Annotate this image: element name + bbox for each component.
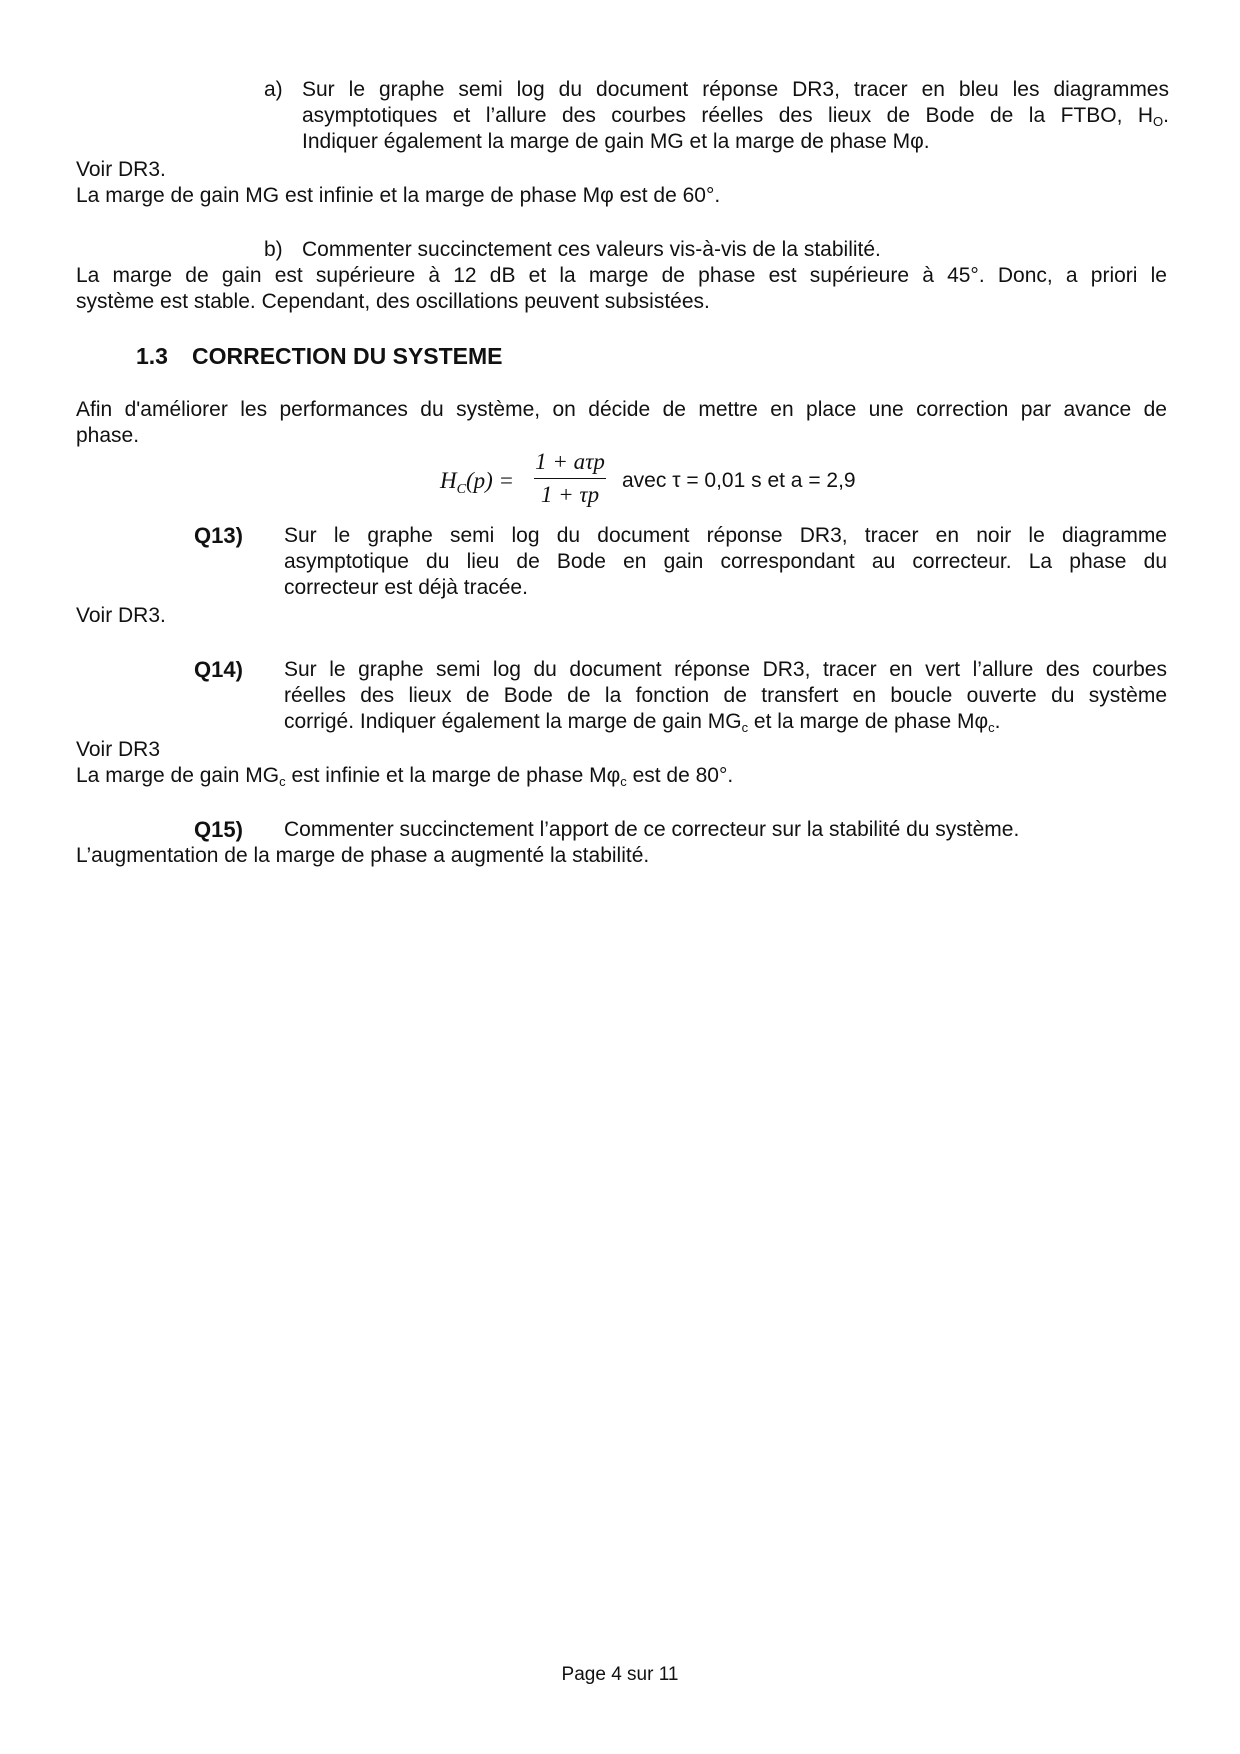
- part-a-line-3: Indiquer également la marge de gain MG et la marge de phase Mφ.: [302, 130, 930, 153]
- part-a-label: a): [264, 78, 283, 101]
- q14-line-3: corrigé. Indiquer également la marge de gain $MG_c$ et la marge de phase $M\varphi_c$.: [284, 710, 1001, 735]
- formula-lhs: $H_C(p)$ =: [440, 468, 515, 497]
- answer-a-line-2: La marge de gain MG est infinie et la marge de phase Mφ est de 60°.: [76, 184, 721, 207]
- intro-line-1: Afin d'améliorer les performances du système, on décide de mettre en place une correction par avance de: [76, 398, 1167, 421]
- answer-b-line-1: La marge de gain est supérieure à 12 dB et la marge de phase est supérieure à 45°. Donc, a priori le: [76, 264, 1167, 287]
- section-number: 1.3: [136, 343, 168, 369]
- part-b-label: b): [264, 238, 283, 261]
- q13-label: Q13): [194, 523, 243, 548]
- q14-answer-2: La marge de gain $MG_c$ est infinie et la marge de phase $M\varphi_c$ est de 80°.: [76, 764, 734, 789]
- corrector-formula: [440, 448, 900, 514]
- fraction-bar: [534, 478, 606, 479]
- q15-text: Commenter succinctement l’apport de ce correcteur sur la stabilité du système.: [284, 818, 1020, 841]
- part-a-line-2: asymptotiques et l’allure des courbes réelles des lieux de Bode de la FTBO, $H_O$.: [302, 104, 1169, 129]
- q15-answer: L’augmentation de la marge de phase a augmenté la stabilité.: [76, 844, 650, 867]
- answer-b-line-2: système est stable. Cependant, des oscillations peuvent subsistées.: [76, 290, 710, 313]
- part-a-line-1: Sur le graphe semi log du document réponse DR3, tracer en bleu les diagrammes: [302, 78, 1169, 101]
- q14-answer-1: Voir DR3: [76, 738, 161, 761]
- section-heading: [136, 342, 503, 370]
- q13-answer: Voir DR3.: [76, 604, 166, 627]
- part-b-text: Commenter succinctement ces valeurs vis-à-vis de la stabilité.: [302, 238, 881, 261]
- intro-line-2: phase.: [76, 424, 140, 447]
- answer-a-line-1: Voir DR3.: [76, 158, 166, 181]
- formula-denominator: 1 + τp: [540, 482, 600, 507]
- page-number: Page 4 sur 11: [561, 1664, 679, 1685]
- formula-fraction: [534, 448, 606, 509]
- q14-line-2: réelles des lieux de Bode de la fonction de transfert en boucle ouverte du système: [284, 684, 1167, 707]
- q14-label: Q14): [194, 657, 243, 682]
- q13-line-3: correcteur est déjà tracée.: [284, 576, 528, 599]
- q14-line-1: Sur le graphe semi log du document réponse DR3, tracer en vert l’allure des courbes: [284, 658, 1167, 681]
- section-title: CORRECTION DU SYSTEME: [192, 343, 503, 369]
- formula-condition: avec τ = 0,01 s et a = 2,9: [622, 469, 856, 492]
- q13-line-2: asymptotique du lieu de Bode en gain correspondant au correcteur. La phase du: [284, 550, 1167, 573]
- q13-line-1: Sur le graphe semi log du document réponse DR3, tracer en noir le diagramme: [284, 524, 1167, 547]
- formula-numerator: 1 + aτp: [535, 449, 605, 474]
- q15-label: Q15): [194, 817, 243, 842]
